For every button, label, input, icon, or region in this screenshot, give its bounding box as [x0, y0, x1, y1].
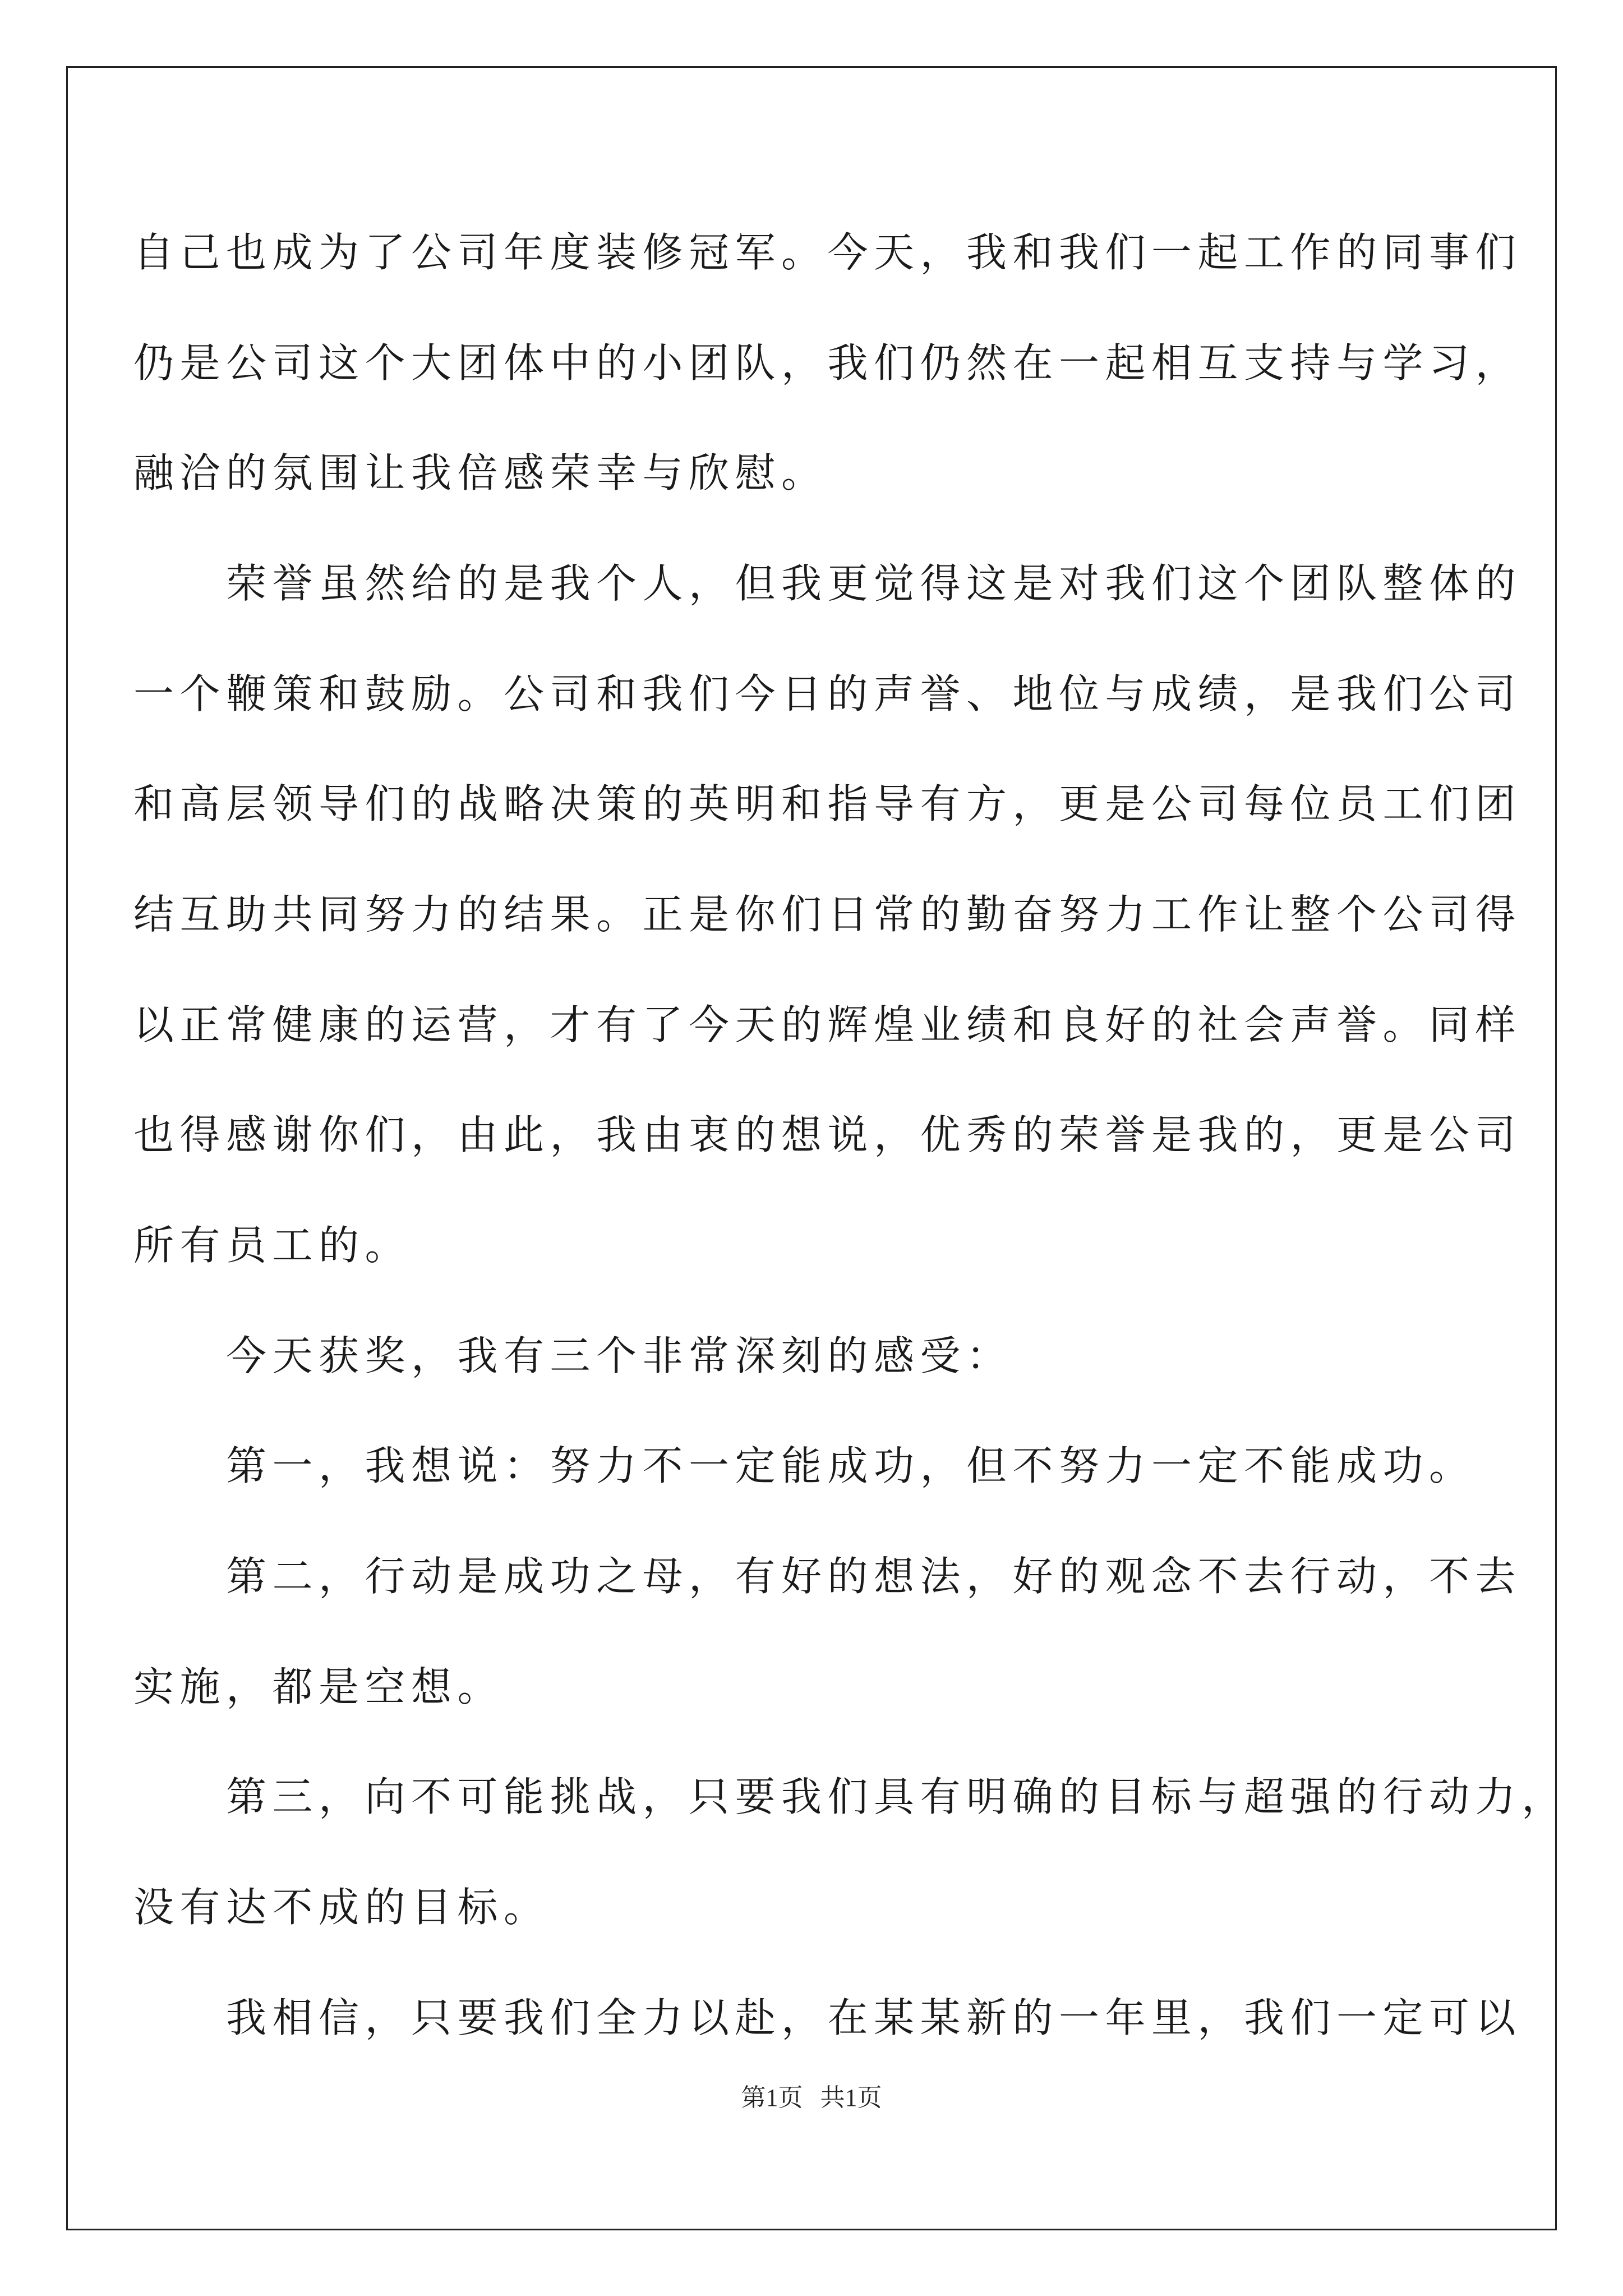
text-line: 结互助共同努力的结果。正是你们日常的勤奋努力工作让整个公司得	[133, 891, 1522, 938]
text-line: 第一，我想说：努力不一定能成功，但不努力一定不能成功。	[133, 1442, 1476, 1489]
text-line: 我相信，只要我们全力以赴，在某某新的一年里，我们一定可以	[133, 1994, 1522, 2041]
text-line: 也得感谢你们，由此，我由衷的想说，优秀的荣誉是我的，更是公司	[133, 1111, 1522, 1158]
text-line: 融洽的氛围让我倍感荣幸与欣慰。	[133, 449, 828, 496]
text-line: 和高层领导们的战略决策的英明和指导有方，更是公司每位员工们团	[133, 780, 1522, 827]
text-line: 自己也成为了公司年度装修冠军。今天，我和我们一起工作的同事们	[133, 229, 1522, 276]
text-line: 第三，向不可能挑战，只要我们具有明确的目标与超强的行动力，	[133, 1773, 1568, 1820]
text-line: 以正常健康的运营，才有了今天的辉煌业绩和良好的社会声誉。同样	[133, 1001, 1522, 1048]
text-line: 一个鞭策和鼓励。公司和我们今日的声誉、地位与成绩，是我们公司	[133, 670, 1522, 717]
page-total: 共1页	[820, 2084, 882, 2111]
text-line: 实施，都是空想。	[133, 1663, 504, 1710]
page-number: 第1页	[741, 2084, 803, 2111]
text-line: 荣誉虽然给的是我个人，但我更觉得这是对我们这个团队整体的	[133, 560, 1522, 607]
text-line: 所有员工的。	[133, 1222, 412, 1269]
text-line: 今天获奖，我有三个非常深刻的感受：	[133, 1332, 1013, 1379]
text-line: 仍是公司这个大团体中的小团队，我们仍然在一起相互支持与学习，	[133, 339, 1522, 386]
page-footer	[0, 2081, 1623, 2115]
text-line: 没有达不成的目标。	[133, 1884, 550, 1931]
text-line: 第二，行动是成功之母，有好的想法，好的观念不去行动，不去	[133, 1553, 1522, 1600]
